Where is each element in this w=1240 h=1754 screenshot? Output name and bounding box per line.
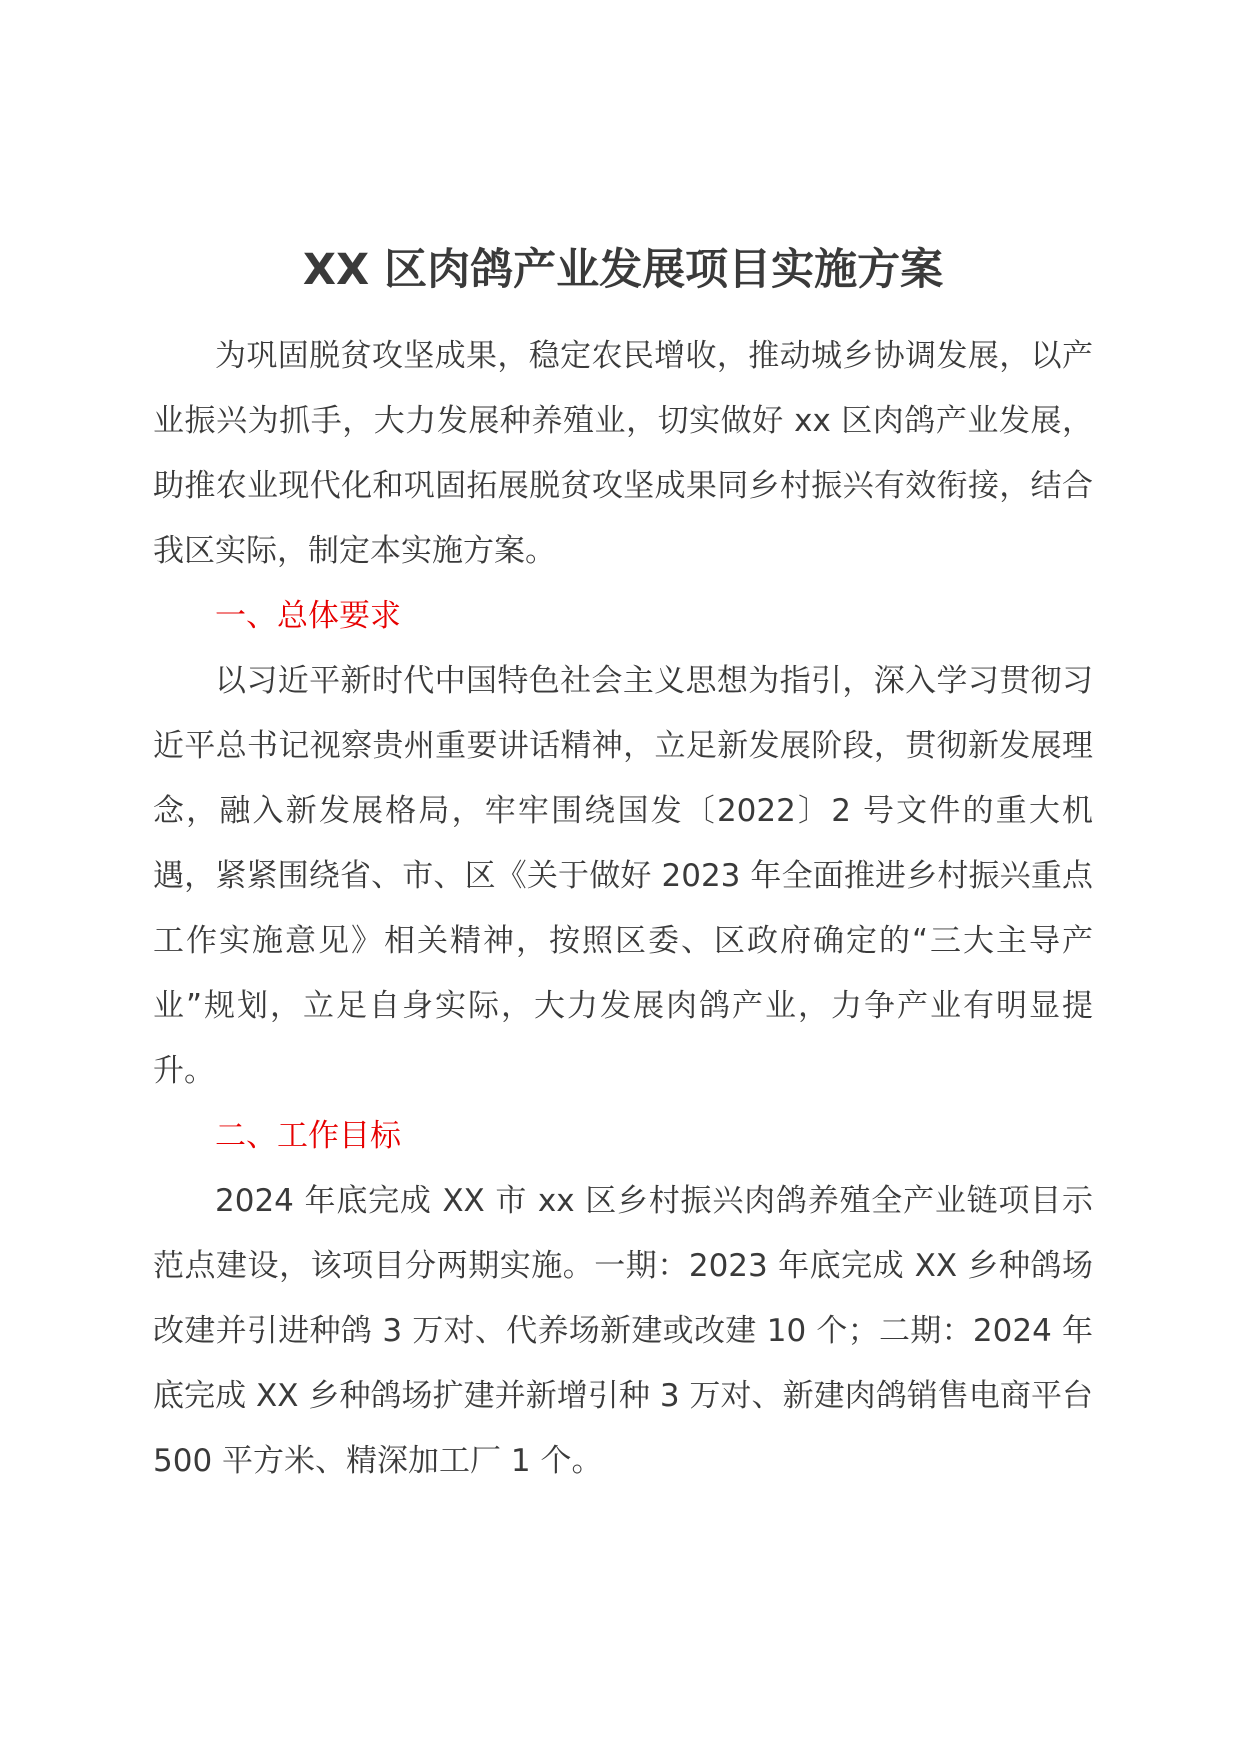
section-heading-work-goals: 二、工作目标 [215, 1118, 401, 1154]
section-body-overall-requirements: 以习近平新时代中国特色社会主义思想为指引，深入学习贯彻习近平总书记视察贵州重要讲话精神，立足新发展阶段，贯彻新发展理念，融入新发展格局，牢牢围绕国发〔2022〕2 号文件的重大机遇，紧紧围绕省、市、区《关于做好 2023 年全面推进乡村振兴重点工作实施意见》相关精神，按照区委、区政府确定的“三大主导产业”规划，立足自身实际，大力发展肉鸽产业，力争产业有明显提升。 [153, 663, 1093, 1089]
document-title: XX 区肉鸽产业发展项目实施方案 [302, 245, 944, 295]
document-content [153, 238, 1093, 1494]
section-body-work-goals: 2024 年底完成 XX 市 xx 区乡村振兴肉鸽养殖全产业链项目示范点建设，该项目分两期实施。一期：2023 年底完成 XX 乡种鸽场改建并引进种鸽 3 万对、代养场新建或改建 10 个；二期：2024 年底完成 XX 乡种鸽场扩建并新增引种 3 万对、新建肉鸽销售电商平台 500 平方米、精深加工厂 1 个。 [153, 1183, 1093, 1479]
intro-paragraph: 为巩固脱贫攻坚成果，稳定农民增收，推动城乡协调发展，以产业振兴为抓手，大力发展种养殖业，切实做好 xx 区肉鸽产业发展，助推农业现代化和巩固拓展脱贫攻坚成果同乡村振兴有效衔接，结合我区实际，制定本实施方案。 [153, 338, 1093, 569]
section-heading-overall-requirements: 一、总体要求 [215, 598, 401, 634]
